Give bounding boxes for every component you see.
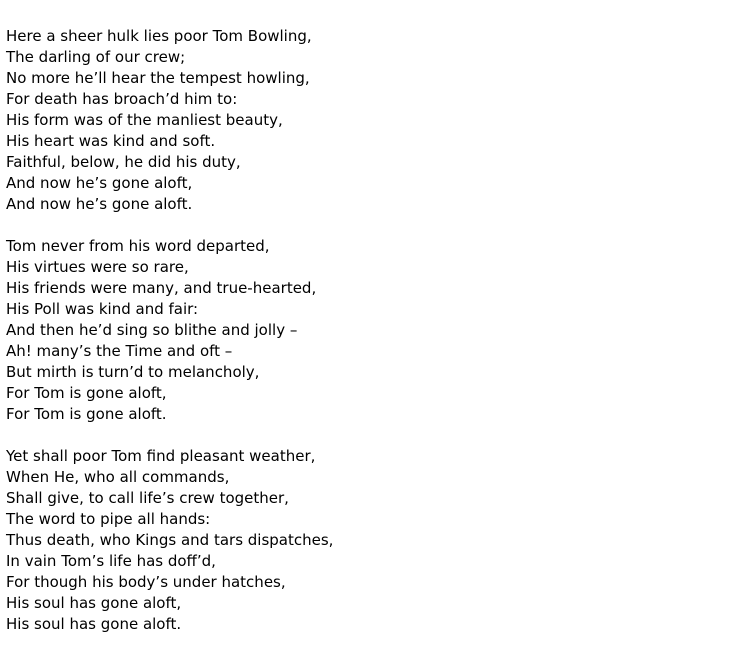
stanza-3 <box>6 446 333 635</box>
stanza-2 <box>6 236 333 425</box>
poem-line: Thus death, who Kings and tars dispatches, <box>6 531 334 549</box>
poem-text <box>6 26 333 635</box>
poem-line: Shall give, to call life’s crew together, <box>6 489 289 507</box>
poem-line: His soul has gone aloft, <box>6 594 182 612</box>
poem-line: Ah! many’s the Time and oft – <box>6 342 233 360</box>
poem-line: No more he’ll hear the tempest howling, <box>6 69 310 87</box>
poem-line: And then he’d sing so blithe and jolly – <box>6 321 298 339</box>
poem-line: The word to pipe all hands: <box>6 510 211 528</box>
poem-line: His virtues were so rare, <box>6 258 189 276</box>
poem-line: And now he’s gone aloft. <box>6 195 193 213</box>
poem-line: When He, who all commands, <box>6 468 230 486</box>
poem-line: His friends were many, and true-hearted, <box>6 279 317 297</box>
poem-line: And now he’s gone aloft, <box>6 174 193 192</box>
poem-line: For Tom is gone aloft. <box>6 405 167 423</box>
poem-line: His soul has gone aloft. <box>6 615 182 633</box>
poem-line: In vain Tom’s life has doff’d, <box>6 552 216 570</box>
poem-line: His Poll was kind and fair: <box>6 300 199 318</box>
poem-line: Yet shall poor Tom find pleasant weather, <box>6 447 316 465</box>
poem-line: His heart was kind and soft. <box>6 132 216 150</box>
poem-line: The darling of our crew; <box>6 48 186 66</box>
poem-line: But mirth is turn’d to melancholy, <box>6 363 260 381</box>
poem-line: Faithful, below, he did his duty, <box>6 153 241 171</box>
poem-line: For though his body’s under hatches, <box>6 573 286 591</box>
poem-line: Tom never from his word departed, <box>6 237 270 255</box>
poem-line: For death has broach’d him to: <box>6 90 238 108</box>
stanza-1 <box>6 26 333 215</box>
poem-line: Here a sheer hulk lies poor Tom Bowling, <box>6 27 312 45</box>
poem-line: For Tom is gone aloft, <box>6 384 167 402</box>
poem-line: His form was of the manliest beauty, <box>6 111 283 129</box>
